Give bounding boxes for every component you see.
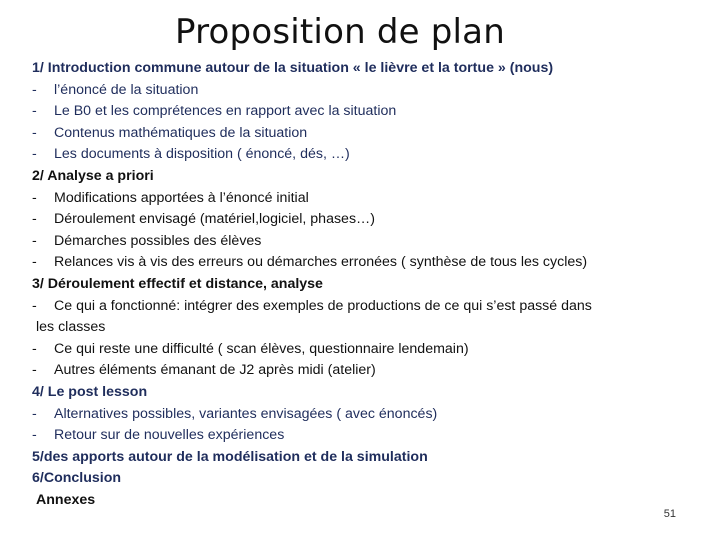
list-item: - Ce qui reste une difficulté ( scan élèves, questionnaire lendemain) xyxy=(32,340,469,357)
section-2-heading: 2/ Analyse a priori xyxy=(32,167,154,184)
plan-content xyxy=(32,58,692,511)
list-item: - Déroulement envisagé (matériel,logiciel, phases…) xyxy=(32,211,375,228)
list-item: - Ce qui a fonctionné: intégrer des exemples de productions de ce qui s’est passé dans xyxy=(32,297,592,314)
section-6-heading: 6/Conclusion xyxy=(32,470,122,487)
list-item: - Contenus mathématiques de la situation xyxy=(32,124,308,141)
list-item-continuation: les classes xyxy=(36,319,106,336)
annexes-label: Annexes xyxy=(36,491,96,508)
list-item: - Relances vis à vis des erreurs ou démarches erronées ( synthèse de tous les cycles) xyxy=(32,254,588,271)
list-item: - Démarches possibles des élèves xyxy=(32,232,262,249)
page-number: 51 xyxy=(663,508,676,520)
section-1-heading: 1/ Introduction commune autour de la situation « le lièvre et la tortue » (nous) xyxy=(32,60,554,76)
list-item: - Retour sur de nouvelles expériences xyxy=(32,427,285,444)
list-item: - Alternatives possibles, variantes envisagées ( avec énoncés) xyxy=(32,405,438,422)
section-3-heading: 3/ Déroulement effectif et distance, analyse xyxy=(32,275,323,292)
list-item: - l’énoncé de la situation xyxy=(32,81,199,98)
slide-title: Proposition de plan xyxy=(175,12,505,52)
list-item: - Autres éléments émanant de J2 après midi (atelier) xyxy=(32,362,376,379)
list-item: - Les documents à disposition ( énoncé, dés, …) xyxy=(32,146,350,163)
section-4-heading: 4/ Le post lesson xyxy=(32,383,148,400)
list-item: - Modifications apportées à l’énoncé initial xyxy=(32,189,309,206)
list-item: - Le B0 et les comprétences en rapport avec la situation xyxy=(32,103,397,120)
section-5-heading: 5/des apports autour de la modélisation et de la simulation xyxy=(32,448,428,465)
